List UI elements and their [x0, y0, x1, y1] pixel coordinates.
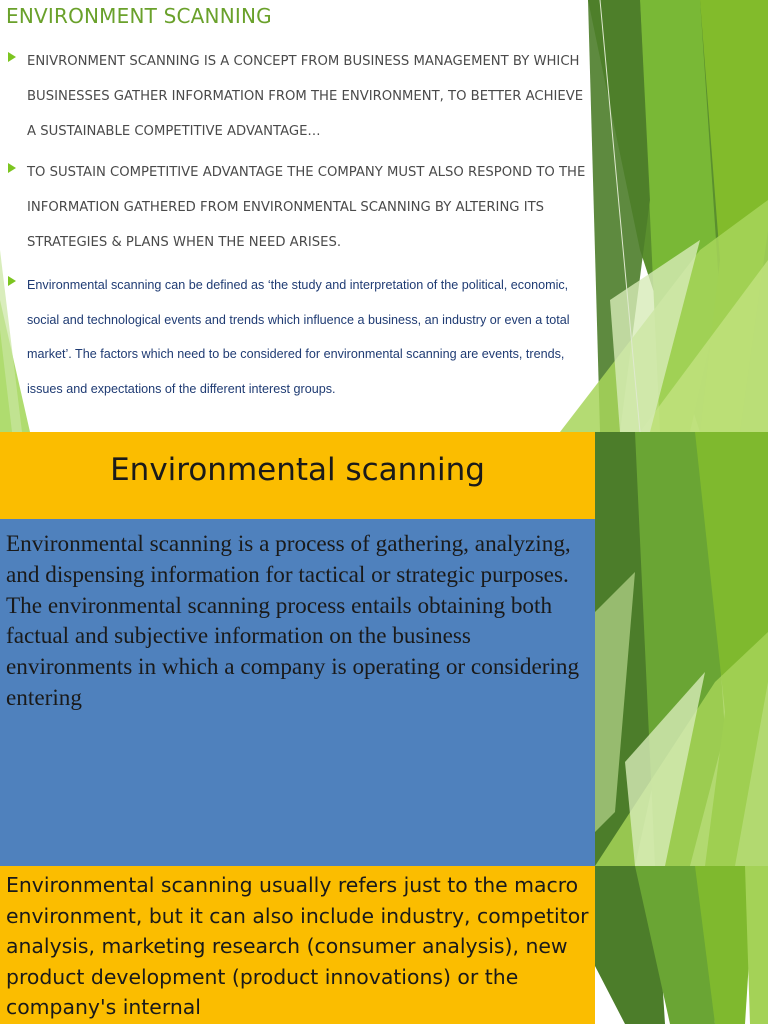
slide-1-title: ENVIRONMENT SCANNING — [6, 4, 272, 28]
bullet-arrow-icon — [8, 276, 16, 286]
bullet-arrow-icon — [8, 163, 16, 173]
slide-2-header — [0, 432, 595, 519]
bullet-item-3 — [6, 268, 586, 406]
slide-1 — [0, 0, 768, 432]
bullet-list — [6, 44, 586, 406]
slide-2-body — [0, 519, 595, 866]
bullet-arrow-icon — [8, 52, 16, 62]
bullet-text-2: TO SUSTAIN COMPETITIVE ADVANTAGE THE COMPANY MUST ALSO RESPOND TO THE INFORMATION GATHERED FROM ENVIRONMENTAL SCANNING BY ALTERING ITS STRATEGIES & PLANS WHEN THE NEED ARISES. — [27, 165, 586, 250]
slide-2-side-decoration — [595, 432, 768, 866]
bullet-text-3: Environmental scanning can be defined as ‘the study and interpretation of the political, economic, social and technological events and trends which influence a business, an industry or even a total market’. The factors which need to be considered for environmental scanning are events, trends, issues and expectations of the different interest groups. — [27, 278, 570, 396]
slide-3-side-decoration — [595, 866, 768, 1024]
slide-3-body-text: Environmental scanning usually refers just to the macro environment, but it can also include industry, competitor analysis, marketing research (consumer analysis), new product development (product innovations) or the company's internal — [6, 873, 589, 1019]
slide-3 — [0, 866, 595, 1024]
bullet-text-1: ENIVRONMENT SCANNING IS A CONCEPT FROM BUSINESS MANAGEMENT BY WHICH BUSINESSES GATHER INFORMATION FROM THE ENVIRONMENT, TO BETTER ACHIEVE A SUSTAINABLE COMPETITIVE ADVANTAGE… — [27, 54, 584, 139]
bullet-item-2 — [6, 155, 586, 260]
slide-2-title: Environmental scanning — [110, 452, 485, 488]
slide-2-body-text: Environmental scanning is a process of gathering, analyzing, and dispensing information for tactical or strategic purposes. The environmental scanning process entails obtaining both factual and subjective information on the business environments in which a company is operating or considering entering — [6, 531, 580, 711]
bullet-item-1 — [6, 44, 586, 149]
